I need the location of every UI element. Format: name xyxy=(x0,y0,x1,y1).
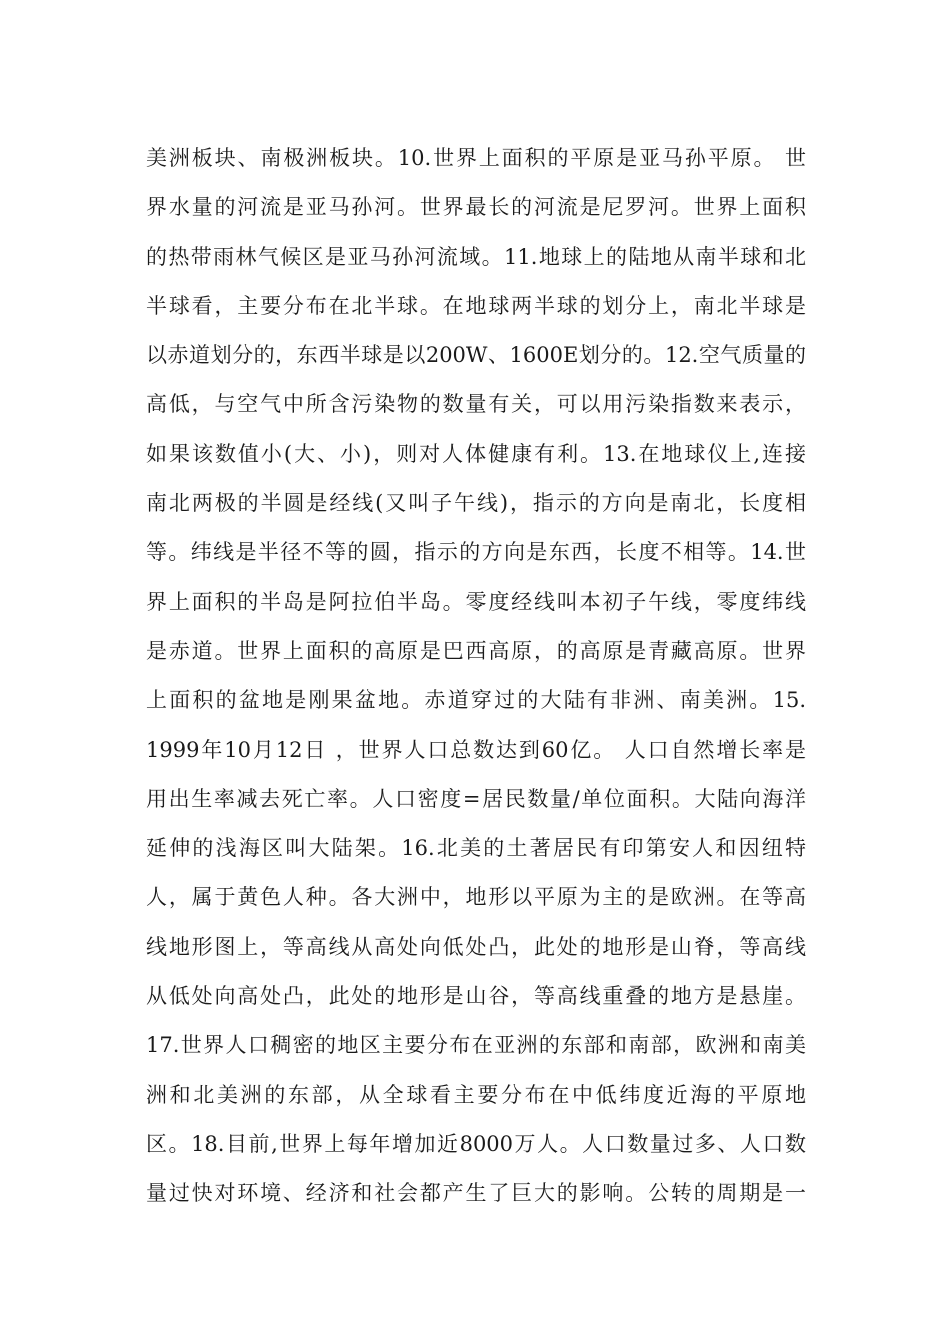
text-line: 量过快对环境、经济和社会都产生了巨大的影响。公转的周期是一 xyxy=(146,1181,806,1206)
text-line: 从低处向高处凸，此处的地形是山谷，等高线重叠的地方是悬崖。 xyxy=(146,984,806,1009)
text-line: 高低，与空气中所含污染物的数量有关，可以用污染指数来表示， xyxy=(146,392,806,417)
text-line: 南北两极的半圆是经线(又叫子午线)，指示的方向是南北，长度相 xyxy=(146,491,806,516)
text-line: 用出生率减去死亡率。人口密度=居民数量/单位面积。大陆向海洋 xyxy=(146,786,806,811)
text-line: 人，属于黄色人种。各大洲中，地形以平原为主的是欧洲。在等高 xyxy=(146,885,806,910)
text-line: 等。纬线是半径不等的圆，指示的方向是东西，长度不相等。14.世 xyxy=(146,540,806,565)
text-line: 线地形图上，等高线从高处向低处凸，此处的地形是山脊，等高线 xyxy=(146,934,806,959)
text-line: 半球看，主要分布在北半球。在地球两半球的划分上，南北半球是 xyxy=(146,293,806,318)
text-line: 区。18.目前,世界上每年增加近8000万人。人口数量过多、人口数 xyxy=(146,1131,806,1156)
text-line: 1999年10月12日 ，世界人口总数达到60亿。 人口自然增长率是 xyxy=(146,737,806,762)
text-line: 17.世界人口稠密的地区主要分布在亚洲的东部和南部，欧洲和南美 xyxy=(146,1033,806,1058)
body-text xyxy=(146,134,806,1219)
text-line: 的热带雨林气候区是亚马孙河流域。11.地球上的陆地从南半球和北 xyxy=(146,244,806,269)
text-line: 是赤道。世界上面积的高原是巴西高原，的高原是青藏高原。世界 xyxy=(146,638,806,663)
text-line: 界上面积的半岛是阿拉伯半岛。零度经线叫本初子午线，零度纬线 xyxy=(146,589,806,614)
text-line: 以赤道划分的，东西半球是以200W、1600E划分的。12.空气质量的 xyxy=(146,343,806,368)
text-line: 上面积的盆地是刚果盆地。赤道穿过的大陆有非洲、南美洲。15. xyxy=(146,688,806,713)
text-line: 延伸的浅海区叫大陆架。16.北美的土著居民有印第安人和因纽特 xyxy=(146,836,806,861)
text-line: 界水量的河流是亚马孙河。世界最长的河流是尼罗河。世界上面积 xyxy=(146,195,806,220)
text-line: 洲和北美洲的东部，从全球看主要分布在中低纬度近海的平原地 xyxy=(146,1082,806,1107)
text-line: 如果该数值小(大、小)，则对人体健康有利。13.在地球仪上,连接 xyxy=(146,441,806,466)
text-line: 美洲板块、南极洲板块。10.世界上面积的平原是亚马孙平原。 世 xyxy=(146,146,806,170)
